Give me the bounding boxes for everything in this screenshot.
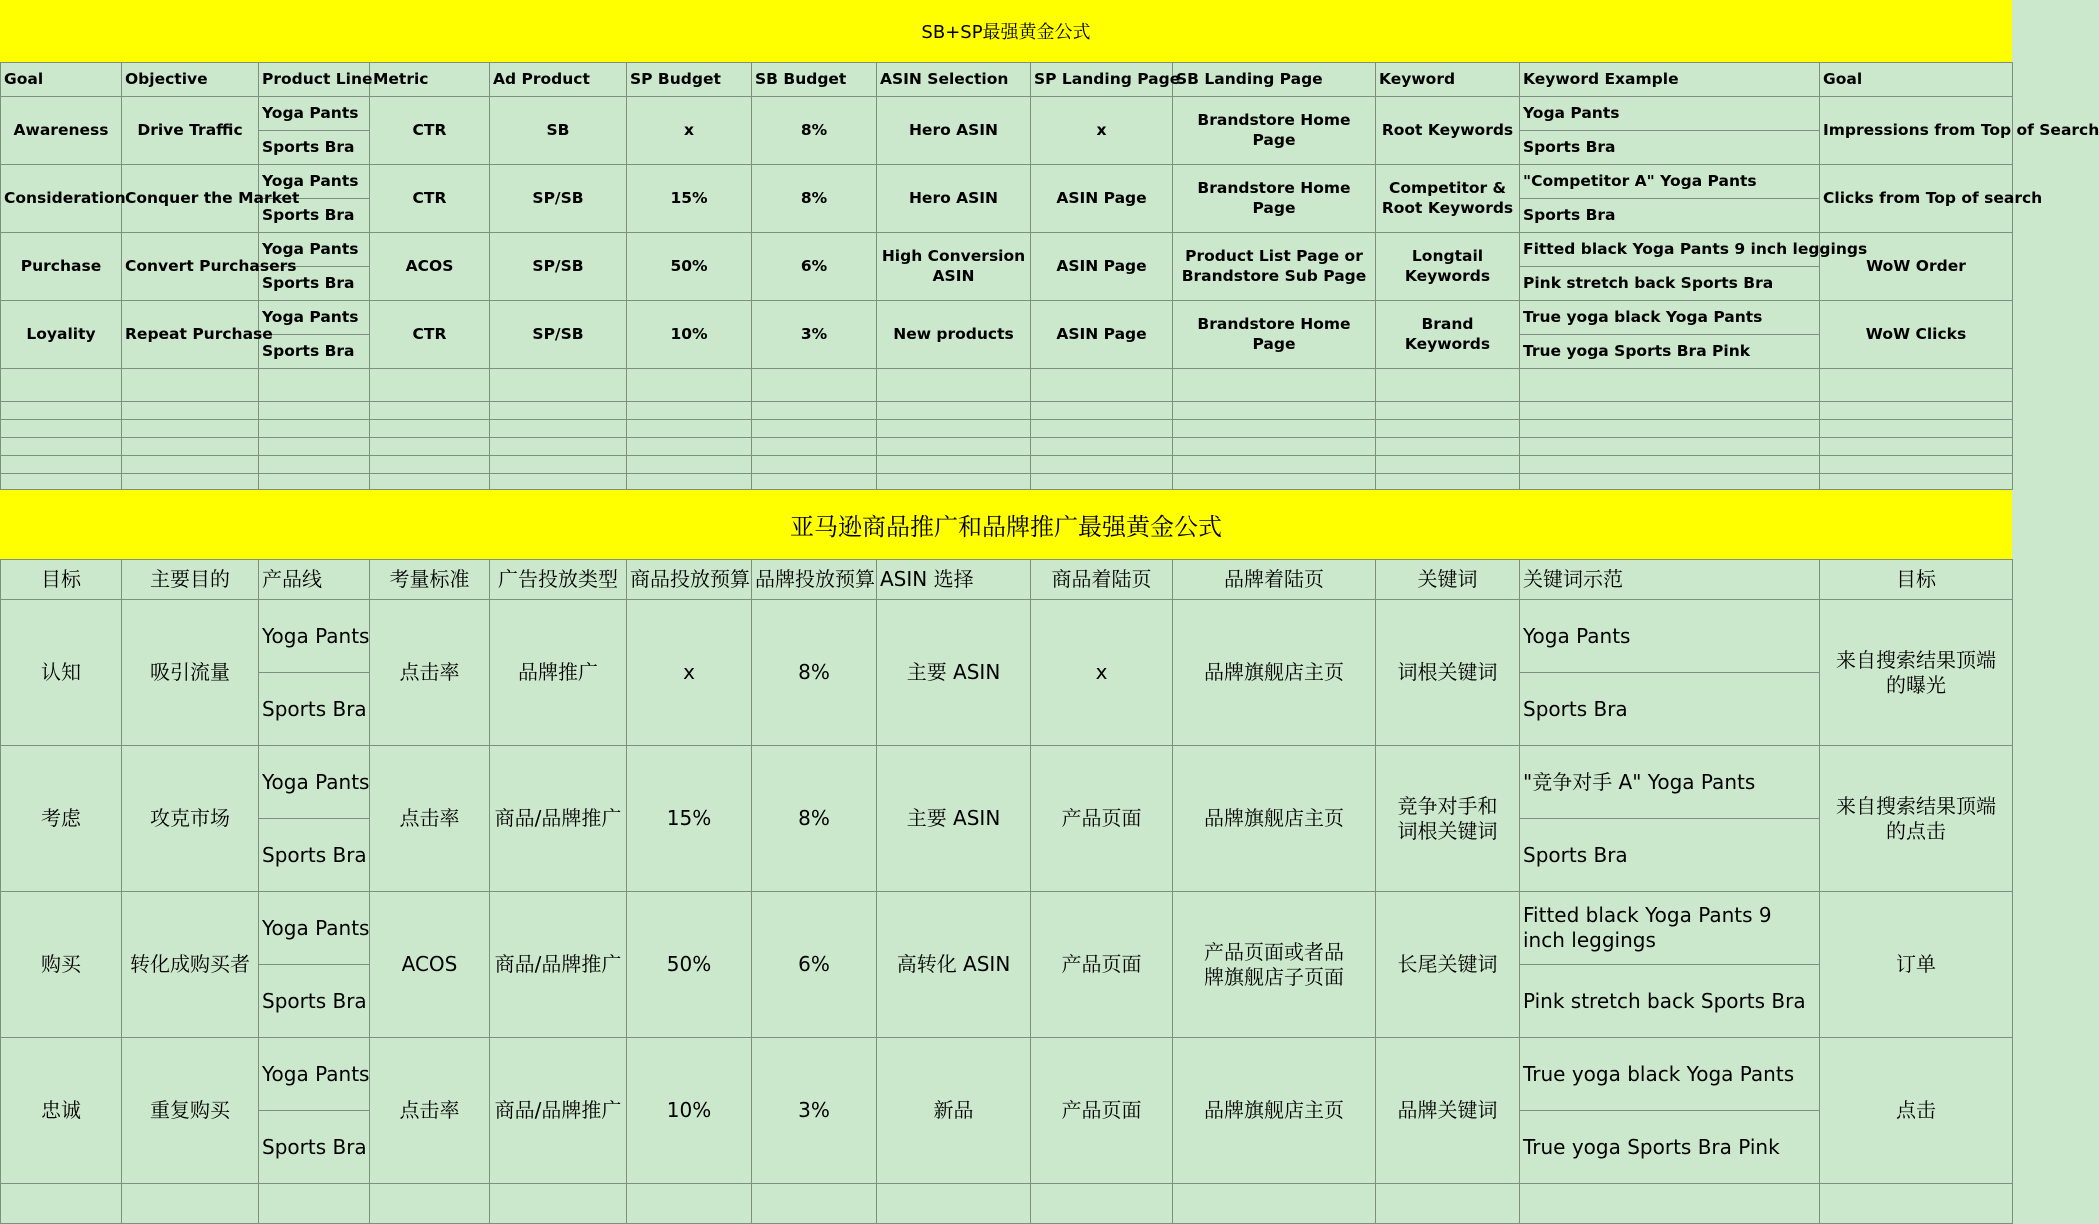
empty-cell[interactable]: [752, 402, 877, 420]
asin-selection-cell[interactable]: New products: [877, 301, 1031, 369]
empty-cell[interactable]: [1, 1184, 122, 1224]
keyword-cell[interactable]: 长尾关键词: [1376, 892, 1520, 1038]
empty-row: [1, 438, 2013, 456]
goal-cell[interactable]: Awareness: [1, 97, 122, 165]
empty-cell[interactable]: [370, 420, 490, 438]
metric-cell[interactable]: CTR: [370, 301, 490, 369]
keyword-example-cell[interactable]: Sports Bra: [1520, 819, 1820, 892]
keyword-example-cell[interactable]: Yoga Pants: [1520, 97, 1820, 131]
empty-cell[interactable]: [259, 456, 370, 474]
asin-selection-cell[interactable]: Hero ASIN: [877, 165, 1031, 233]
objective-cell[interactable]: 攻克市场: [122, 746, 259, 892]
empty-cell[interactable]: [1, 402, 122, 420]
goal-cell[interactable]: Consideration: [1, 165, 122, 233]
metric-cell[interactable]: ACOS: [370, 892, 490, 1038]
title-banner-chinese[interactable]: [0, 490, 2012, 560]
header-cell[interactable]: Product Line: [259, 63, 370, 97]
sb-landing-cell[interactable]: Product List Page or Brandstore Sub Page: [1173, 233, 1376, 301]
ad-product-cell[interactable]: SP/SB: [490, 301, 627, 369]
sp-budget-cell[interactable]: 15%: [627, 746, 752, 892]
empty-cell[interactable]: [1173, 420, 1376, 438]
objective-cell[interactable]: Drive Traffic: [122, 97, 259, 165]
empty-cell[interactable]: [1376, 474, 1520, 490]
product-line-cell[interactable]: Yoga Pants: [259, 165, 370, 199]
keyword-cell[interactable]: Competitor & Root Keywords: [1376, 165, 1520, 233]
sb-landing-cell[interactable]: Brandstore Home Page: [1173, 301, 1376, 369]
empty-cell[interactable]: [877, 456, 1031, 474]
goal-cell[interactable]: 认知: [1, 600, 122, 746]
header-cell[interactable]: Keyword: [1376, 63, 1520, 97]
product-line-cell[interactable]: Yoga Pants: [259, 600, 370, 673]
sb-landing-cell[interactable]: 品牌旗舰店主页: [1173, 1038, 1376, 1184]
empty-cell[interactable]: [259, 474, 370, 490]
empty-cell[interactable]: [1031, 456, 1173, 474]
header-cell[interactable]: SB Landing Page: [1173, 63, 1376, 97]
empty-cell[interactable]: [1520, 438, 1820, 456]
goal-cell[interactable]: 购买: [1, 892, 122, 1038]
asin-selection-cell[interactable]: High Conversion ASIN: [877, 233, 1031, 301]
empty-cell[interactable]: [752, 1184, 877, 1224]
keyword-example-cell[interactable]: Yoga Pants: [1520, 600, 1820, 673]
product-line-cell[interactable]: Yoga Pants: [259, 301, 370, 335]
metric-cell[interactable]: ACOS: [370, 233, 490, 301]
empty-cell[interactable]: [627, 402, 752, 420]
product-line-cell[interactable]: Sports Bra: [259, 199, 370, 233]
table-row: [1, 600, 2013, 673]
empty-cell[interactable]: [1173, 438, 1376, 456]
sb-budget-cell[interactable]: 8%: [752, 165, 877, 233]
table-row: [1, 233, 2013, 267]
empty-cell[interactable]: [1376, 402, 1520, 420]
empty-row: [1, 456, 2013, 474]
empty-cell[interactable]: [1031, 1184, 1173, 1224]
empty-cell[interactable]: [752, 420, 877, 438]
empty-cell[interactable]: [490, 438, 627, 456]
empty-cell[interactable]: [1820, 1184, 2013, 1224]
empty-cell[interactable]: [1173, 456, 1376, 474]
goal2-cell[interactable]: WoW Clicks: [1820, 301, 2013, 369]
goal2-cell[interactable]: Clicks from Top of search: [1820, 165, 2013, 233]
empty-cell[interactable]: [490, 1184, 627, 1224]
product-line-cell[interactable]: Sports Bra: [259, 673, 370, 746]
title-banner-english[interactable]: [0, 0, 2012, 63]
sp-budget-cell[interactable]: 50%: [627, 233, 752, 301]
table-row: [1, 892, 2013, 965]
sp-budget-cell[interactable]: x: [627, 600, 752, 746]
keyword-example-cell[interactable]: Fitted black Yoga Pants 9 inch leggings: [1520, 892, 1820, 965]
header-cell[interactable]: 商品投放预算: [627, 560, 752, 600]
sp-budget-cell[interactable]: 10%: [627, 1038, 752, 1184]
empty-cell[interactable]: [1, 438, 122, 456]
empty-cell[interactable]: [1173, 474, 1376, 490]
empty-cell[interactable]: [627, 369, 752, 402]
goal2-cell[interactable]: 订单: [1820, 892, 2013, 1038]
empty-cell[interactable]: [1173, 1184, 1376, 1224]
empty-cell[interactable]: [259, 1184, 370, 1224]
sb-budget-cell[interactable]: 8%: [752, 600, 877, 746]
header-cell[interactable]: 关键词: [1376, 560, 1520, 600]
sp-budget-cell[interactable]: 50%: [627, 892, 752, 1038]
keyword-example-cell[interactable]: Sports Bra: [1520, 131, 1820, 165]
empty-cell[interactable]: [370, 438, 490, 456]
header-cell[interactable]: 品牌投放预算: [752, 560, 877, 600]
sb-budget-cell[interactable]: 3%: [752, 301, 877, 369]
asin-selection-cell[interactable]: 主要 ASIN: [877, 746, 1031, 892]
empty-cell[interactable]: [259, 420, 370, 438]
goal-cell[interactable]: 考虑: [1, 746, 122, 892]
sp-budget-cell[interactable]: x: [627, 97, 752, 165]
empty-cell[interactable]: [1820, 438, 2013, 456]
table-row: [1, 165, 2013, 199]
sb-landing-cell[interactable]: 产品页面或者品牌旗舰店子页面: [1173, 892, 1376, 1038]
empty-cell[interactable]: [1376, 420, 1520, 438]
goal-cell[interactable]: Loyality: [1, 301, 122, 369]
chinese-table: [0, 559, 2013, 1224]
empty-cell[interactable]: [1031, 438, 1173, 456]
header-cell[interactable]: 商品着陆页: [1031, 560, 1173, 600]
sb-budget-cell[interactable]: 8%: [752, 97, 877, 165]
header-cell[interactable]: 产品线: [259, 560, 370, 600]
empty-cell[interactable]: [122, 402, 259, 420]
header-cell[interactable]: Ad Product: [490, 63, 627, 97]
empty-cell[interactable]: [259, 402, 370, 420]
goal-cell[interactable]: 忠诚: [1, 1038, 122, 1184]
keyword-example-cell[interactable]: True yoga black Yoga Pants: [1520, 301, 1820, 335]
empty-cell[interactable]: [490, 402, 627, 420]
empty-cell[interactable]: [1376, 456, 1520, 474]
sb-landing-cell[interactable]: 品牌旗舰店主页: [1173, 746, 1376, 892]
empty-cell[interactable]: [1031, 420, 1173, 438]
product-line-cell[interactable]: Sports Bra: [259, 819, 370, 892]
empty-cell[interactable]: [627, 456, 752, 474]
goal2-cell[interactable]: 来自搜索结果顶端的曝光: [1820, 600, 2013, 746]
empty-cell[interactable]: [122, 369, 259, 402]
keyword-cell[interactable]: Longtail Keywords: [1376, 233, 1520, 301]
empty-row: [1, 369, 2013, 402]
empty-cell[interactable]: [370, 456, 490, 474]
empty-cell[interactable]: [627, 474, 752, 490]
keyword-example-cell[interactable]: True yoga Sports Bra Pink: [1520, 335, 1820, 369]
metric-cell[interactable]: 点击率: [370, 1038, 490, 1184]
empty-cell[interactable]: [752, 369, 877, 402]
sp-landing-cell[interactable]: 产品页面: [1031, 1038, 1173, 1184]
keyword-example-cell[interactable]: Pink stretch back Sports Bra: [1520, 267, 1820, 301]
keyword-example-cell[interactable]: Fitted black Yoga Pants 9 inch leggings: [1520, 233, 1820, 267]
sb-landing-cell[interactable]: 品牌旗舰店主页: [1173, 600, 1376, 746]
header-cell[interactable]: 考量标准: [370, 560, 490, 600]
product-line-cell[interactable]: Sports Bra: [259, 335, 370, 369]
empty-cell[interactable]: [1820, 402, 2013, 420]
sp-landing-cell[interactable]: ASIN Page: [1031, 233, 1173, 301]
product-line-cell[interactable]: Yoga Pants: [259, 1038, 370, 1111]
keyword-cell[interactable]: 竞争对手和词根关键词: [1376, 746, 1520, 892]
goal-cell[interactable]: Purchase: [1, 233, 122, 301]
header-cell[interactable]: 关键词示范: [1520, 560, 1820, 600]
product-line-cell[interactable]: Yoga Pants: [259, 233, 370, 267]
header-cell[interactable]: Metric: [370, 63, 490, 97]
header-cell[interactable]: SP Landing Page: [1031, 63, 1173, 97]
ad-product-cell[interactable]: 商品/品牌推广: [490, 892, 627, 1038]
header-cell[interactable]: Keyword Example: [1520, 63, 1820, 97]
asin-selection-cell[interactable]: 高转化 ASIN: [877, 892, 1031, 1038]
empty-cell[interactable]: [1520, 402, 1820, 420]
empty-cell[interactable]: [122, 438, 259, 456]
ad-product-cell[interactable]: SP/SB: [490, 233, 627, 301]
empty-cell[interactable]: [877, 369, 1031, 402]
ad-product-cell[interactable]: 品牌推广: [490, 600, 627, 746]
empty-cell[interactable]: [1031, 474, 1173, 490]
empty-cell[interactable]: [877, 420, 1031, 438]
asin-selection-cell[interactable]: 新品: [877, 1038, 1031, 1184]
keyword-example-cell[interactable]: True yoga black Yoga Pants: [1520, 1038, 1820, 1111]
header-cell[interactable]: Objective: [122, 63, 259, 97]
asin-selection-cell[interactable]: 主要 ASIN: [877, 600, 1031, 746]
empty-cell[interactable]: [490, 456, 627, 474]
table-row: [1, 301, 2013, 335]
keyword-example-cell[interactable]: Sports Bra: [1520, 673, 1820, 746]
product-line-cell[interactable]: Sports Bra: [259, 267, 370, 301]
header-cell[interactable]: 品牌着陆页: [1173, 560, 1376, 600]
empty-cell[interactable]: [122, 474, 259, 490]
product-line-cell[interactable]: Sports Bra: [259, 1111, 370, 1184]
goal2-cell[interactable]: Impressions from Top of Search: [1820, 97, 2013, 165]
keyword-example-cell[interactable]: Sports Bra: [1520, 199, 1820, 233]
metric-cell[interactable]: CTR: [370, 97, 490, 165]
empty-cell[interactable]: [1376, 369, 1520, 402]
sp-budget-cell[interactable]: 10%: [627, 301, 752, 369]
empty-cell[interactable]: [1820, 456, 2013, 474]
header-cell[interactable]: SB Budget: [752, 63, 877, 97]
sb-budget-cell[interactable]: 3%: [752, 1038, 877, 1184]
objective-cell[interactable]: 吸引流量: [122, 600, 259, 746]
ad-product-cell[interactable]: SP/SB: [490, 165, 627, 233]
empty-cell[interactable]: [752, 456, 877, 474]
sb-landing-cell[interactable]: Brandstore Home Page: [1173, 165, 1376, 233]
header-cell[interactable]: 广告投放类型: [490, 560, 627, 600]
sp-landing-cell[interactable]: ASIN Page: [1031, 165, 1173, 233]
header-cell[interactable]: 目标: [1820, 560, 2013, 600]
empty-cell[interactable]: [1520, 474, 1820, 490]
sb-budget-cell[interactable]: 8%: [752, 746, 877, 892]
empty-cell[interactable]: [370, 402, 490, 420]
empty-cell[interactable]: [627, 420, 752, 438]
empty-cell[interactable]: [877, 474, 1031, 490]
header-cell[interactable]: ASIN Selection: [877, 63, 1031, 97]
empty-cell[interactable]: [752, 438, 877, 456]
empty-cell[interactable]: [627, 1184, 752, 1224]
sp-landing-cell[interactable]: x: [1031, 97, 1173, 165]
empty-cell[interactable]: [122, 420, 259, 438]
empty-cell[interactable]: [1520, 420, 1820, 438]
empty-cell[interactable]: [877, 402, 1031, 420]
keyword-example-cell[interactable]: True yoga Sports Bra Pink: [1520, 1111, 1820, 1184]
empty-cell[interactable]: [490, 369, 627, 402]
keyword-example-cell[interactable]: "竞争对手 A" Yoga Pants: [1520, 746, 1820, 819]
sb-landing-cell[interactable]: Brandstore Home Page: [1173, 97, 1376, 165]
product-line-cell[interactable]: Sports Bra: [259, 965, 370, 1038]
metric-cell[interactable]: 点击率: [370, 600, 490, 746]
objective-cell[interactable]: Convert Purchasers: [122, 233, 259, 301]
objective-cell[interactable]: 重复购买: [122, 1038, 259, 1184]
empty-cell[interactable]: [1520, 369, 1820, 402]
header-cell[interactable]: Goal: [1, 63, 122, 97]
header-cell[interactable]: ASIN 选择: [877, 560, 1031, 600]
goal2-cell[interactable]: 来自搜索结果顶端的点击: [1820, 746, 2013, 892]
empty-cell[interactable]: [1820, 369, 2013, 402]
header-cell[interactable]: 主要目的: [122, 560, 259, 600]
keyword-example-cell[interactable]: "Competitor A" Yoga Pants: [1520, 165, 1820, 199]
empty-cell[interactable]: [259, 438, 370, 456]
objective-cell[interactable]: Conquer the Market: [122, 165, 259, 233]
empty-cell[interactable]: [1820, 474, 2013, 490]
empty-cell[interactable]: [1520, 456, 1820, 474]
metric-cell[interactable]: 点击率: [370, 746, 490, 892]
objective-cell[interactable]: Repeat Purchase: [122, 301, 259, 369]
product-line-cell[interactable]: Sports Bra: [259, 131, 370, 165]
empty-cell[interactable]: [490, 474, 627, 490]
title-chinese: 亚马逊商品推广和品牌推广最强黄金公式: [790, 513, 1222, 541]
empty-cell[interactable]: [370, 369, 490, 402]
sp-budget-cell[interactable]: 15%: [627, 165, 752, 233]
sb-budget-cell[interactable]: 6%: [752, 233, 877, 301]
keyword-cell[interactable]: 品牌关键词: [1376, 1038, 1520, 1184]
table-row: [1, 97, 2013, 131]
keyword-example-cell[interactable]: Pink stretch back Sports Bra: [1520, 965, 1820, 1038]
ad-product-cell[interactable]: SB: [490, 97, 627, 165]
sp-landing-cell[interactable]: ASIN Page: [1031, 301, 1173, 369]
sb-budget-cell[interactable]: 6%: [752, 892, 877, 1038]
empty-cell[interactable]: [259, 369, 370, 402]
keyword-cell[interactable]: 词根关键词: [1376, 600, 1520, 746]
empty-cell[interactable]: [1173, 402, 1376, 420]
ad-product-cell[interactable]: 商品/品牌推广: [490, 746, 627, 892]
empty-cell[interactable]: [1173, 369, 1376, 402]
empty-cell[interactable]: [627, 438, 752, 456]
header-cell[interactable]: SP Budget: [627, 63, 752, 97]
sp-landing-cell[interactable]: 产品页面: [1031, 746, 1173, 892]
empty-cell[interactable]: [1520, 1184, 1820, 1224]
sp-landing-cell[interactable]: 产品页面: [1031, 892, 1173, 1038]
product-line-cell[interactable]: Yoga Pants: [259, 97, 370, 131]
product-line-cell[interactable]: Yoga Pants: [259, 892, 370, 965]
title-english: SB+SP最强黄金公式: [921, 22, 1091, 43]
empty-cell[interactable]: [752, 474, 877, 490]
keyword-cell[interactable]: Root Keywords: [1376, 97, 1520, 165]
header-row: [1, 560, 2013, 600]
empty-cell[interactable]: [1, 474, 122, 490]
empty-cell[interactable]: [1, 369, 122, 402]
goal2-cell[interactable]: 点击: [1820, 1038, 2013, 1184]
empty-cell[interactable]: [490, 420, 627, 438]
empty-cell[interactable]: [122, 456, 259, 474]
empty-cell[interactable]: [1031, 369, 1173, 402]
ad-product-cell[interactable]: 商品/品牌推广: [490, 1038, 627, 1184]
empty-row: [1, 420, 2013, 438]
empty-cell[interactable]: [122, 1184, 259, 1224]
english-table: [0, 62, 2099, 490]
empty-cell[interactable]: [1820, 420, 2013, 438]
empty-row: [1, 1184, 2013, 1224]
empty-cell[interactable]: [877, 438, 1031, 456]
empty-cell[interactable]: [1031, 402, 1173, 420]
header-cell[interactable]: Goal: [1820, 63, 2013, 97]
objective-cell[interactable]: 转化成购买者: [122, 892, 259, 1038]
empty-cell[interactable]: [1376, 1184, 1520, 1224]
empty-cell[interactable]: [877, 1184, 1031, 1224]
keyword-cell[interactable]: Brand Keywords: [1376, 301, 1520, 369]
product-line-cell[interactable]: Yoga Pants: [259, 746, 370, 819]
table-row: [1, 1038, 2013, 1111]
metric-cell[interactable]: CTR: [370, 165, 490, 233]
empty-row: [1, 402, 2013, 420]
empty-row: [1, 474, 2013, 490]
empty-cell[interactable]: [370, 1184, 490, 1224]
asin-selection-cell[interactable]: Hero ASIN: [877, 97, 1031, 165]
empty-cell[interactable]: [370, 474, 490, 490]
header-row: [1, 63, 2013, 97]
sp-landing-cell[interactable]: x: [1031, 600, 1173, 746]
empty-cell[interactable]: [1, 420, 122, 438]
header-cell[interactable]: 目标: [1, 560, 122, 600]
goal2-cell[interactable]: WoW Order: [1820, 233, 2013, 301]
empty-cell[interactable]: [1, 456, 122, 474]
table-row: [1, 746, 2013, 819]
empty-cell[interactable]: [1376, 438, 1520, 456]
